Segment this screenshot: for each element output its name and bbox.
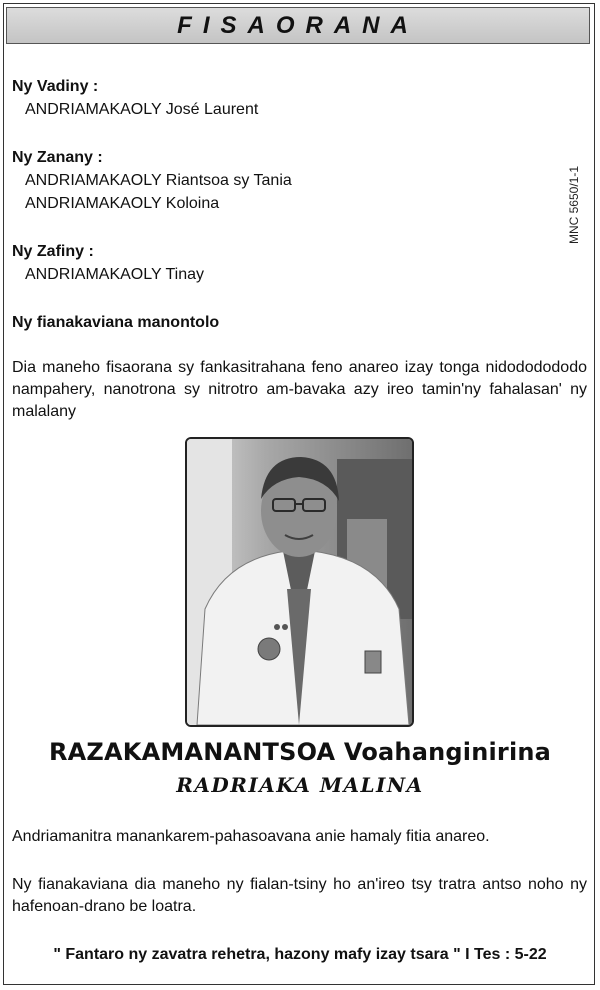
header-banner [6, 7, 590, 44]
section-label: Ny Zanany : [12, 149, 103, 166]
family-name: ANDRIAMAKAOLY Riantsoa sy Tania [25, 172, 292, 189]
deceased-name: RAZAKAMANANTSOA Voahanginirina [48, 738, 552, 766]
section-label: Ny Zafiny : [12, 243, 94, 260]
deceased-alias: RADRIAKA MALINA [176, 773, 424, 797]
family-name: ANDRIAMAKAOLY Koloina [25, 195, 220, 212]
family-name: ANDRIAMAKAOLY Tinay [25, 266, 205, 283]
section-label: Ny fianakaviana manontolo [12, 314, 220, 331]
thanks-message: Dia maneho fisaorana sy fankasitrahana feno anareo izay tonga nidododododo nampahery, nanotrona sy nitrotro am-bavaka azy ireo tamin'ny fahalasan' ny malalany [12, 359, 587, 420]
section-vadiny [12, 75, 587, 121]
reference-code: MNC 5650/1-1 [567, 165, 581, 245]
section-fianakaviana [12, 311, 587, 334]
scripture-quote: " Fantaro ny zavatra rehetra, hazony mafy izay tsara " I Tes : 5-22 [53, 946, 547, 963]
blessing-text: Andriamanitra manankarem-pahasoavana anie hamaly fitia anareo. [12, 828, 490, 845]
section-label: Ny Vadiny : [12, 78, 99, 95]
section-zanany [12, 146, 587, 215]
closing-text: Ny fianakaviana dia maneho ny fialan-tsiny ho an'ireo tsy tratra antso noho ny hafenoan-drano be loatra. [12, 876, 587, 915]
portrait-photo [185, 437, 414, 727]
notice-title: FISAORANA [177, 11, 419, 39]
section-zafiny [12, 240, 587, 286]
family-name: ANDRIAMAKAOLY José Laurent [25, 101, 259, 118]
